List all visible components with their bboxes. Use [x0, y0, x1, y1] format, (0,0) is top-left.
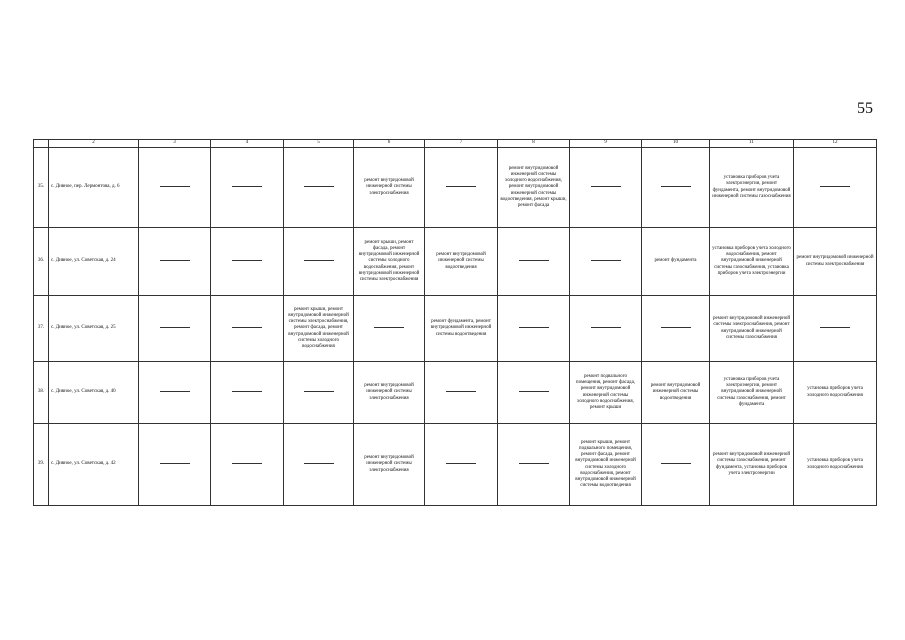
dash-line: [661, 186, 691, 187]
table-row: [34, 424, 877, 506]
work-cell: ремонт внутридомовой инженерной системы электроснабжения: [354, 424, 425, 506]
empty-dash-cell: [139, 228, 211, 296]
table-row: [34, 362, 877, 424]
empty-dash-cell: [570, 228, 642, 296]
column-number: 11: [710, 140, 794, 148]
address-cell: с. Дивное, ул. Советская, д. 42: [49, 424, 139, 506]
work-cell: ремонт внутридомовой инженерной системы холодного водоснабжения, ремонт внутридомовой инженерной системы водоотведения, ремонт крыши, ремонт фасада: [498, 148, 570, 228]
column-number: 3: [139, 140, 211, 148]
work-cell: установка приборов учета электроэнергии, ремонт фундамента, ремонт внутридомовой инженерной системы газоснабжения: [710, 148, 794, 228]
row-number: 35.: [34, 148, 49, 228]
column-number: [34, 140, 49, 148]
empty-dash-cell: [425, 424, 498, 506]
dash-line: [232, 463, 262, 464]
empty-dash-cell: [211, 362, 284, 424]
work-cell: установка приборов учета холодного водоснабжения: [794, 362, 877, 424]
empty-dash-cell: [211, 424, 284, 506]
empty-dash-cell: [284, 148, 354, 228]
work-cell: ремонт внутридомовой инженерной системы электроснабжения, ремонт внутридомовой инженерной системы газоснабжения: [710, 296, 794, 362]
dash-line: [160, 463, 190, 464]
work-cell: ремонт внутридомовой инженерной системы электроснабжения: [354, 362, 425, 424]
empty-dash-cell: [139, 362, 211, 424]
dash-line: [519, 260, 549, 261]
dash-line: [661, 463, 691, 464]
empty-dash-cell: [211, 296, 284, 362]
table-row: [34, 148, 877, 228]
empty-dash-cell: [425, 362, 498, 424]
empty-dash-cell: [211, 228, 284, 296]
column-number: 12: [794, 140, 877, 148]
empty-dash-cell: [642, 148, 710, 228]
table-row: [34, 228, 877, 296]
dash-line: [232, 260, 262, 261]
dash-line: [232, 391, 262, 392]
empty-dash-cell: [498, 424, 570, 506]
dash-line: [304, 463, 334, 464]
dash-line: [232, 186, 262, 187]
column-number: 6: [354, 140, 425, 148]
dash-line: [661, 327, 691, 328]
column-number: 5: [284, 140, 354, 148]
work-cell: ремонт крыши, ремонт внутридомовой инженерной системы электроснабжения, ремонт фасада, ремонт внутридомовой инженерной системы холодного водоснабжения: [284, 296, 354, 362]
dash-line: [304, 391, 334, 392]
dash-line: [304, 260, 334, 261]
empty-dash-cell: [425, 148, 498, 228]
dash-line: [446, 391, 476, 392]
dash-line: [591, 186, 621, 187]
dash-line: [519, 463, 549, 464]
empty-dash-cell: [139, 296, 211, 362]
empty-dash-cell: [498, 228, 570, 296]
dash-line: [374, 327, 404, 328]
column-number-row: [34, 140, 877, 148]
empty-dash-cell: [284, 424, 354, 506]
dash-line: [160, 391, 190, 392]
empty-dash-cell: [642, 424, 710, 506]
empty-dash-cell: [570, 296, 642, 362]
page-number: 55: [857, 100, 873, 117]
work-cell: ремонт крыши, ремонт фасада, ремонт внутридомовой инженерной системы холодного водоснабжения, ремонт внутридомовой инженерной системы электроснабжения: [354, 228, 425, 296]
empty-dash-cell: [284, 228, 354, 296]
work-cell: ремонт подвального помещения, ремонт фасада, ремонт внутридомовой инженерной системы холодного водоснабжения, ремонт крыши: [570, 362, 642, 424]
row-number: 37.: [34, 296, 49, 362]
dash-line: [519, 327, 549, 328]
work-cell: ремонт внутридомовой инженерной системы электроснабжения: [354, 148, 425, 228]
empty-dash-cell: [642, 296, 710, 362]
empty-dash-cell: [139, 148, 211, 228]
dash-line: [446, 186, 476, 187]
dash-line: [591, 327, 621, 328]
work-cell: ремонт внутридомовой инженерной системы водоотведения: [425, 228, 498, 296]
empty-dash-cell: [794, 296, 877, 362]
dash-line: [519, 391, 549, 392]
column-number: 2: [49, 140, 139, 148]
dash-line: [820, 327, 850, 328]
address-cell: с. Дивное, пер. Лермонтова, д. 6: [49, 148, 139, 228]
empty-dash-cell: [354, 296, 425, 362]
work-cell: ремонт фундамента: [642, 228, 710, 296]
dash-line: [820, 186, 850, 187]
column-number: 8: [498, 140, 570, 148]
empty-dash-cell: [284, 362, 354, 424]
empty-dash-cell: [498, 296, 570, 362]
dash-line: [446, 463, 476, 464]
work-cell: ремонт внутридомовой инженерной системы электроснабжения: [794, 228, 877, 296]
dash-line: [160, 260, 190, 261]
empty-dash-cell: [570, 148, 642, 228]
column-number: 10: [642, 140, 710, 148]
work-cell: установка приборов учета электроэнергии, ремонт внутридомовой инженерной системы газоснабжения, ремонт фундамента: [710, 362, 794, 424]
empty-dash-cell: [139, 424, 211, 506]
column-number: 7: [425, 140, 498, 148]
empty-dash-cell: [794, 148, 877, 228]
row-number: 38.: [34, 362, 49, 424]
repair-table: [33, 139, 877, 506]
column-number: 4: [211, 140, 284, 148]
dash-line: [304, 186, 334, 187]
dash-line: [160, 186, 190, 187]
table-row: [34, 296, 877, 362]
work-cell: установка приборов учета холодного водоснабжения, ремонт внутридомовой инженерной системы газоснабжения, установка приборов учета электроэнергии: [710, 228, 794, 296]
dash-line: [232, 327, 262, 328]
address-cell: с. Дивное, ул. Советская, д. 40: [49, 362, 139, 424]
row-number: 36.: [34, 228, 49, 296]
empty-dash-cell: [211, 148, 284, 228]
work-cell: ремонт внутридомовой инженерной системы водоотведения: [642, 362, 710, 424]
address-cell: с. Дивное, ул. Советская, д. 24: [49, 228, 139, 296]
work-cell: ремонт фундамента, ремонт внутридомовой инженерной системы водоотведения: [425, 296, 498, 362]
row-number: 39.: [34, 424, 49, 506]
work-cell: ремонт внутридомовой инженерной системы газоснабжения, ремонт фундамента, установка приборов учета электроэнергии: [710, 424, 794, 506]
work-cell: ремонт крыши, ремонт подвального помещения, ремонт фасада, ремонт внутридомовой инженерной системы холодного водоснабжения, ремонт внутридомовой инженерной системы водоотведения: [570, 424, 642, 506]
dash-line: [160, 327, 190, 328]
dash-line: [591, 260, 621, 261]
address-cell: с. Дивное, ул. Советская, д. 25: [49, 296, 139, 362]
empty-dash-cell: [498, 362, 570, 424]
column-number: 9: [570, 140, 642, 148]
work-cell: установка приборов учета холодного водоснабжения: [794, 424, 877, 506]
